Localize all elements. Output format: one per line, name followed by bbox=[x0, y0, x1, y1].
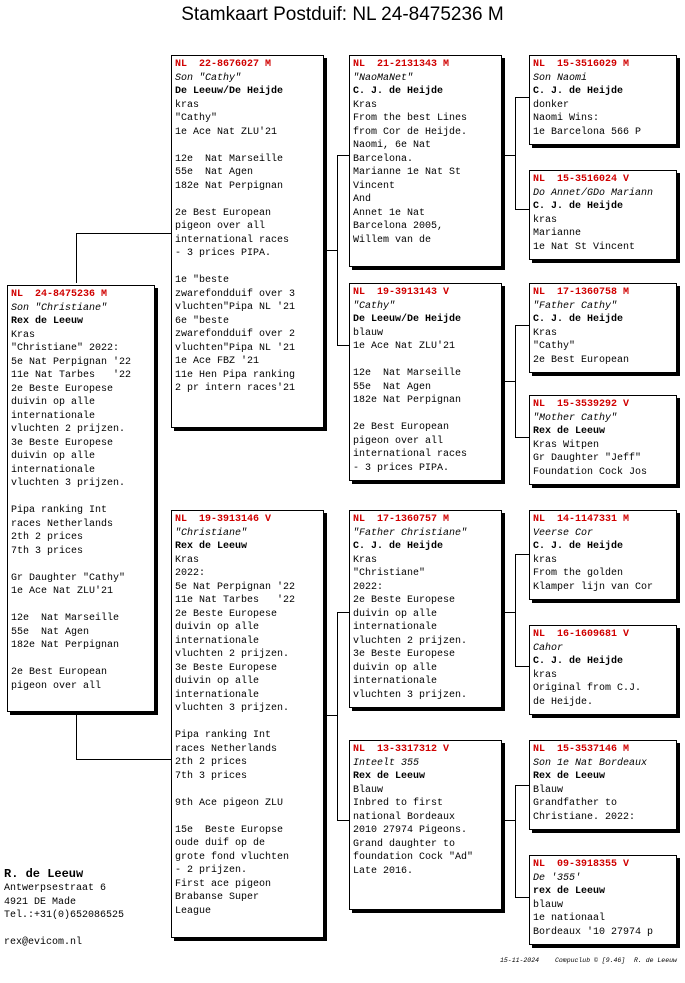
info-line bbox=[11, 653, 151, 667]
info-line: 6e "beste bbox=[175, 315, 230, 327]
info-line: 5e Nat Perpignan '22 bbox=[175, 581, 296, 593]
pigeon-card-fm-sire[interactable] bbox=[529, 283, 677, 373]
info-line bbox=[175, 261, 320, 275]
ring-number: NL 15-3537146 M bbox=[533, 744, 630, 755]
breeder-name: C. J. de Heijde bbox=[533, 314, 624, 325]
pigeon-name: Son "Christiane" bbox=[11, 302, 108, 314]
info-line: "Christiane" bbox=[353, 568, 426, 579]
info-line: 2e Best European bbox=[175, 207, 272, 219]
pigeon-card-subject[interactable] bbox=[7, 285, 155, 712]
info-line: Kras Witpen bbox=[533, 439, 600, 451]
pigeon-card-mf-sire[interactable] bbox=[529, 510, 677, 600]
ring-number: NL 13-3317312 V bbox=[353, 744, 450, 755]
info-line: 2e Beste Europese bbox=[353, 595, 456, 606]
info-line: Vincent bbox=[353, 180, 396, 192]
info-line: 7th 3 prices bbox=[11, 545, 84, 557]
breeder-name: Rex de Leeuw bbox=[533, 426, 606, 437]
breeder-name: Rex de Leeuw bbox=[175, 541, 248, 552]
connector-line bbox=[515, 437, 529, 438]
connector-line bbox=[515, 325, 516, 437]
info-line: pigeon over all bbox=[353, 435, 444, 447]
pigeon-name: "Christiane" bbox=[175, 527, 248, 539]
info-line: vluchten"Pipa NL '21 bbox=[175, 342, 296, 354]
info-line bbox=[11, 599, 151, 613]
info-line: foundation Cock "Ad" bbox=[353, 852, 474, 863]
info-line: Kras bbox=[175, 554, 200, 566]
info-line: kras bbox=[533, 554, 558, 566]
owner-block bbox=[4, 866, 124, 949]
info-line: 182e Nat Perpignan bbox=[353, 395, 462, 406]
pigeon-card-fm-dam[interactable] bbox=[529, 395, 677, 485]
connector-line bbox=[337, 345, 349, 346]
info-line: vluchten 2 prijzen. bbox=[353, 635, 468, 647]
info-line: First ace pigeon bbox=[175, 878, 272, 890]
ring-number: NL 14-1147331 M bbox=[533, 514, 630, 525]
info-line: Kras bbox=[533, 327, 558, 339]
pigeon-name: Do Annet/GDo Mariann bbox=[533, 187, 654, 199]
info-line: Gr Daughter "Jeff" bbox=[533, 453, 642, 464]
info-line: 2010 27974 Pigeons. bbox=[353, 825, 468, 836]
info-line: pigeon over all bbox=[175, 221, 266, 232]
owner-city: 4921 DE Made bbox=[4, 896, 77, 908]
connector-line bbox=[515, 97, 516, 209]
info-line: Bordeaux '10 27974 p bbox=[533, 926, 654, 938]
page-title: Stamkaart Postduif: NL 24-8475236 M bbox=[181, 4, 504, 25]
info-line bbox=[353, 354, 498, 368]
info-line: Grandfather to bbox=[533, 798, 618, 809]
ring-number: NL 15-3539292 V bbox=[533, 399, 630, 410]
connector-line bbox=[515, 97, 529, 98]
info-line: 1e Barcelona 566 P bbox=[533, 126, 642, 138]
connector-line bbox=[515, 554, 516, 666]
info-line: internationale bbox=[353, 622, 438, 633]
info-line: 55e Nat Agen bbox=[11, 626, 90, 638]
footer-owner: R. de Leeuw bbox=[634, 957, 677, 964]
pigeon-card-mother-dam[interactable] bbox=[349, 740, 502, 910]
info-line: - 3 prices PIPA. bbox=[353, 462, 450, 474]
pigeon-card-mm-dam[interactable] bbox=[529, 855, 677, 945]
ring-number: NL 19-3913143 V bbox=[353, 287, 450, 298]
owner-email[interactable]: rex@evicom.nl bbox=[4, 936, 83, 948]
breeder-name: C. J. de Heijde bbox=[353, 541, 444, 552]
connector-line bbox=[324, 715, 337, 716]
info-line: vluchten 3 prijzen. bbox=[11, 478, 126, 489]
breeder-name: C. J. de Heijde bbox=[353, 86, 444, 97]
pigeon-name: Son Naomi bbox=[533, 72, 588, 84]
breeder-name: C. J. de Heijde bbox=[533, 656, 624, 667]
info-line: 11e Nat Tarbes '22 bbox=[175, 595, 296, 606]
connector-line bbox=[515, 209, 529, 210]
connector-line bbox=[337, 612, 338, 820]
connector-line bbox=[324, 250, 337, 251]
pigeon-name: Son 1e Nat Bordeaux bbox=[533, 757, 648, 769]
info-line: internationale bbox=[11, 464, 96, 476]
pigeon-card-father-sire[interactable] bbox=[349, 55, 502, 267]
info-line: 182e Nat Perpignan bbox=[175, 180, 284, 192]
info-line: donker bbox=[533, 99, 570, 111]
info-line: kras bbox=[533, 214, 558, 226]
info-line: From the best Lines bbox=[353, 113, 468, 124]
ring-number: NL 15-3516024 V bbox=[533, 174, 630, 185]
info-line: Gr Daughter "Cathy" bbox=[11, 572, 126, 584]
info-line: from Cor de Heijde. bbox=[353, 126, 468, 138]
info-line: Blauw bbox=[533, 784, 564, 796]
ring-number: NL 22-8676027 M bbox=[175, 59, 272, 70]
breeder-name: Rex de Leeuw bbox=[533, 771, 606, 782]
info-line: - 2 prijzen. bbox=[175, 865, 248, 876]
breeder-name: Rex de Leeuw bbox=[11, 316, 84, 327]
info-line: Inbred to first bbox=[353, 798, 444, 809]
info-line: 1e Ace FBZ '21 bbox=[175, 356, 260, 367]
info-line: Marianne 1e Nat St bbox=[353, 167, 462, 178]
info-line: vluchten 3 prijzen. bbox=[353, 689, 468, 701]
pigeon-name: De '355' bbox=[533, 872, 582, 884]
info-line: zwarefondduif over 2 bbox=[175, 329, 296, 340]
info-line: "Cathy" bbox=[533, 341, 576, 352]
pigeon-card-father[interactable] bbox=[171, 55, 324, 428]
info-line: 182e Nat Perpignan bbox=[11, 640, 120, 651]
info-line: 3e Beste Europese bbox=[175, 662, 278, 674]
connector-line bbox=[502, 612, 515, 613]
owner-name: R. de Leeuw bbox=[4, 867, 84, 881]
ring-number: NL 24-8475236 M bbox=[11, 289, 108, 300]
connector-line bbox=[337, 612, 349, 613]
breeder-name: C. J. de Heijde bbox=[533, 541, 624, 552]
pigeon-card-mother-sire[interactable] bbox=[349, 510, 502, 708]
info-line: zwarefondduif over 3 bbox=[175, 288, 296, 300]
info-line: duivin op alle bbox=[11, 397, 96, 408]
info-line bbox=[175, 783, 320, 797]
connector-line bbox=[515, 897, 529, 898]
info-line: 2 pr intern races'21 bbox=[175, 383, 296, 394]
info-line: blauw bbox=[533, 899, 564, 911]
info-line bbox=[175, 810, 320, 824]
owner-phone: Tel.:+31(0)652086525 bbox=[4, 910, 125, 921]
info-line: 7th 3 prices bbox=[175, 770, 248, 782]
info-line: duivin op alle bbox=[11, 451, 96, 462]
info-line: - 3 prices PIPA. bbox=[175, 248, 272, 259]
info-line: 1e "beste bbox=[175, 275, 230, 286]
pigeon-name: Veerse Cor bbox=[533, 527, 594, 539]
info-line: grote fond vluchten bbox=[175, 851, 290, 863]
info-line: 5e Nat Perpignan '22 bbox=[11, 356, 132, 368]
footer-date: 15-11-2024 bbox=[500, 957, 540, 964]
connector-line bbox=[502, 381, 515, 382]
info-line: internationale bbox=[11, 410, 96, 422]
info-line: "Cathy" bbox=[175, 113, 218, 124]
info-line: 2e Best European bbox=[353, 422, 450, 433]
info-line: 3e Beste Europese bbox=[11, 437, 114, 449]
info-line: Foundation Cock Jos bbox=[533, 466, 648, 478]
info-line: 2022: bbox=[175, 568, 206, 579]
info-line bbox=[175, 139, 320, 153]
info-line: 15e Beste Europse bbox=[175, 824, 284, 836]
info-line: And bbox=[353, 194, 372, 205]
info-line: kras bbox=[175, 99, 200, 111]
info-line: 12e Nat Marseille bbox=[175, 153, 284, 165]
breeder-name: rex de Leeuw bbox=[533, 886, 606, 897]
info-line: Barcelona 2005, bbox=[353, 221, 444, 232]
pigeon-name: Cahor bbox=[533, 642, 564, 654]
info-line: 1e Ace Nat ZLU'21 bbox=[353, 341, 456, 352]
info-line: Naomi Wins: bbox=[533, 113, 600, 124]
info-line: Christiane. 2022: bbox=[533, 811, 636, 823]
info-line: races Netherlands bbox=[11, 518, 114, 530]
info-line: duivin op alle bbox=[353, 608, 438, 620]
info-line: Klamper lijn van Cor bbox=[533, 581, 654, 593]
info-line: 1e Nat St Vincent bbox=[533, 241, 636, 253]
ring-number: NL 17-1360757 M bbox=[353, 514, 450, 525]
info-line: Kras bbox=[353, 99, 378, 111]
connector-line bbox=[515, 666, 529, 667]
ring-number: NL 15-3516029 M bbox=[533, 59, 630, 70]
info-line: international races bbox=[175, 234, 290, 246]
info-line: League bbox=[175, 905, 212, 917]
info-line: Brabanse Super bbox=[175, 892, 260, 903]
ring-number: NL 21-2131343 M bbox=[353, 59, 450, 70]
info-line: 55e Nat Agen bbox=[175, 167, 254, 178]
info-line: 55e Nat Agen bbox=[353, 381, 432, 393]
info-line: 2e Best European bbox=[533, 354, 630, 366]
info-line: pigeon over all bbox=[11, 680, 102, 692]
info-line: 2th 2 prices bbox=[175, 757, 248, 768]
info-line: Barcelona. bbox=[353, 153, 414, 165]
info-line: Original from C.J. bbox=[533, 683, 642, 694]
connector-line bbox=[515, 785, 529, 786]
ring-number: NL 17-1360758 M bbox=[533, 287, 630, 298]
connector-line bbox=[76, 759, 171, 760]
info-line: internationale bbox=[175, 689, 260, 701]
pigeon-card-mf-dam[interactable] bbox=[529, 625, 677, 715]
info-line bbox=[11, 491, 151, 505]
info-line: 11e Hen Pipa ranking bbox=[175, 369, 296, 381]
info-line bbox=[175, 193, 320, 207]
info-line: 2th 2 prices bbox=[11, 532, 84, 543]
connector-line bbox=[502, 820, 515, 821]
info-line: vluchten"Pipa NL '21 bbox=[175, 302, 296, 313]
ring-number: NL 19-3913146 V bbox=[175, 514, 272, 525]
pigeon-card-ff-dam[interactable] bbox=[529, 170, 677, 260]
pigeon-card-mm-sire[interactable] bbox=[529, 740, 677, 830]
info-line: duivin op alle bbox=[353, 662, 438, 674]
pigeon-name: "Cathy" bbox=[353, 300, 396, 312]
breeder-name: De Leeuw/De Heijde bbox=[353, 314, 462, 325]
info-line: 12e Nat Marseille bbox=[353, 368, 462, 379]
info-line: 2022: bbox=[353, 581, 384, 593]
connector-line bbox=[337, 155, 338, 345]
info-line: oude duif op de bbox=[175, 838, 266, 849]
pigeon-name: "NaoMaNet" bbox=[353, 72, 414, 84]
pigeon-name: "Father Cathy" bbox=[533, 300, 618, 312]
info-line: vluchten 2 prijzen. bbox=[175, 649, 290, 660]
info-line: Willem van de bbox=[353, 234, 432, 246]
pigeon-name: Son "Cathy" bbox=[175, 72, 242, 84]
breeder-name: C. J. de Heijde bbox=[533, 86, 624, 97]
connector-line bbox=[515, 325, 529, 326]
info-line: 3e Beste Europese bbox=[353, 649, 456, 660]
breeder-name: De Leeuw/De Heijde bbox=[175, 86, 284, 97]
info-line: Kras bbox=[353, 554, 378, 566]
breeder-name: Rex de Leeuw bbox=[353, 771, 426, 782]
info-line: internationale bbox=[353, 676, 438, 687]
info-line: international races bbox=[353, 449, 468, 460]
breeder-name: C. J. de Heijde bbox=[533, 201, 624, 212]
info-line: Pipa ranking Int bbox=[175, 730, 272, 741]
info-line: "Christiane" 2022: bbox=[11, 343, 120, 354]
pigeon-name: "Mother Cathy" bbox=[533, 412, 618, 424]
info-line: Late 2016. bbox=[353, 865, 414, 877]
owner-street: Antwerpsestraat 6 bbox=[4, 883, 107, 894]
info-line bbox=[175, 716, 320, 730]
info-line: 1e nationaal bbox=[533, 913, 606, 924]
pigeon-card-father-dam[interactable] bbox=[349, 283, 502, 481]
ring-number: NL 16-1609681 V bbox=[533, 629, 630, 640]
footer-software: Compuclub © [9.46] bbox=[555, 957, 626, 964]
info-line: 1e Ace Nat ZLU'21 bbox=[175, 126, 278, 138]
info-line: national Bordeaux bbox=[353, 811, 456, 823]
info-line: 2e Beste Europese bbox=[175, 608, 278, 620]
info-line: vluchten 3 prijzen. bbox=[175, 703, 290, 714]
info-line: 11e Nat Tarbes '22 bbox=[11, 370, 132, 381]
info-line: duivin op alle bbox=[175, 676, 260, 687]
connector-line bbox=[76, 713, 77, 759]
info-line: From the golden bbox=[533, 568, 624, 579]
info-line: 2e Best European bbox=[11, 667, 108, 678]
info-line: Naomi, 6e Nat bbox=[353, 140, 432, 151]
info-line: Marianne bbox=[533, 228, 582, 239]
connector-line bbox=[76, 233, 171, 234]
pigeon-name: Inteelt 355 bbox=[353, 757, 420, 769]
pigeon-name: "Father Christiane" bbox=[353, 527, 468, 539]
connector-line bbox=[337, 155, 349, 156]
info-line: Blauw bbox=[353, 784, 384, 796]
info-line bbox=[353, 408, 498, 422]
info-line: Grand daughter to bbox=[353, 838, 456, 850]
info-line bbox=[11, 558, 151, 572]
connector-line bbox=[502, 155, 515, 156]
ring-number: NL 09-3918355 V bbox=[533, 859, 630, 870]
pigeon-card-mother[interactable] bbox=[171, 510, 324, 938]
info-line: 2e Beste Europese bbox=[11, 383, 114, 395]
info-line: 12e Nat Marseille bbox=[11, 613, 120, 624]
info-line: vluchten 2 prijzen. bbox=[11, 424, 126, 435]
info-line: races Netherlands bbox=[175, 743, 278, 755]
info-line: internationale bbox=[175, 635, 260, 647]
info-line: Annet 1e Nat bbox=[353, 207, 426, 219]
info-line: 1e Ace Nat ZLU'21 bbox=[11, 586, 114, 597]
info-line: de Heijde. bbox=[533, 696, 594, 708]
info-line: kras bbox=[533, 669, 558, 681]
info-line: blauw bbox=[353, 327, 384, 339]
connector-line bbox=[515, 554, 529, 555]
info-line: Kras bbox=[11, 329, 36, 341]
connector-line bbox=[76, 233, 77, 283]
info-line: Pipa ranking Int bbox=[11, 505, 108, 516]
connector-line bbox=[337, 820, 349, 821]
connector-line bbox=[515, 785, 516, 897]
info-line: 9th Ace pigeon ZLU bbox=[175, 797, 284, 809]
pigeon-card-ff-sire[interactable] bbox=[529, 55, 677, 145]
info-line: duivin op alle bbox=[175, 622, 260, 633]
